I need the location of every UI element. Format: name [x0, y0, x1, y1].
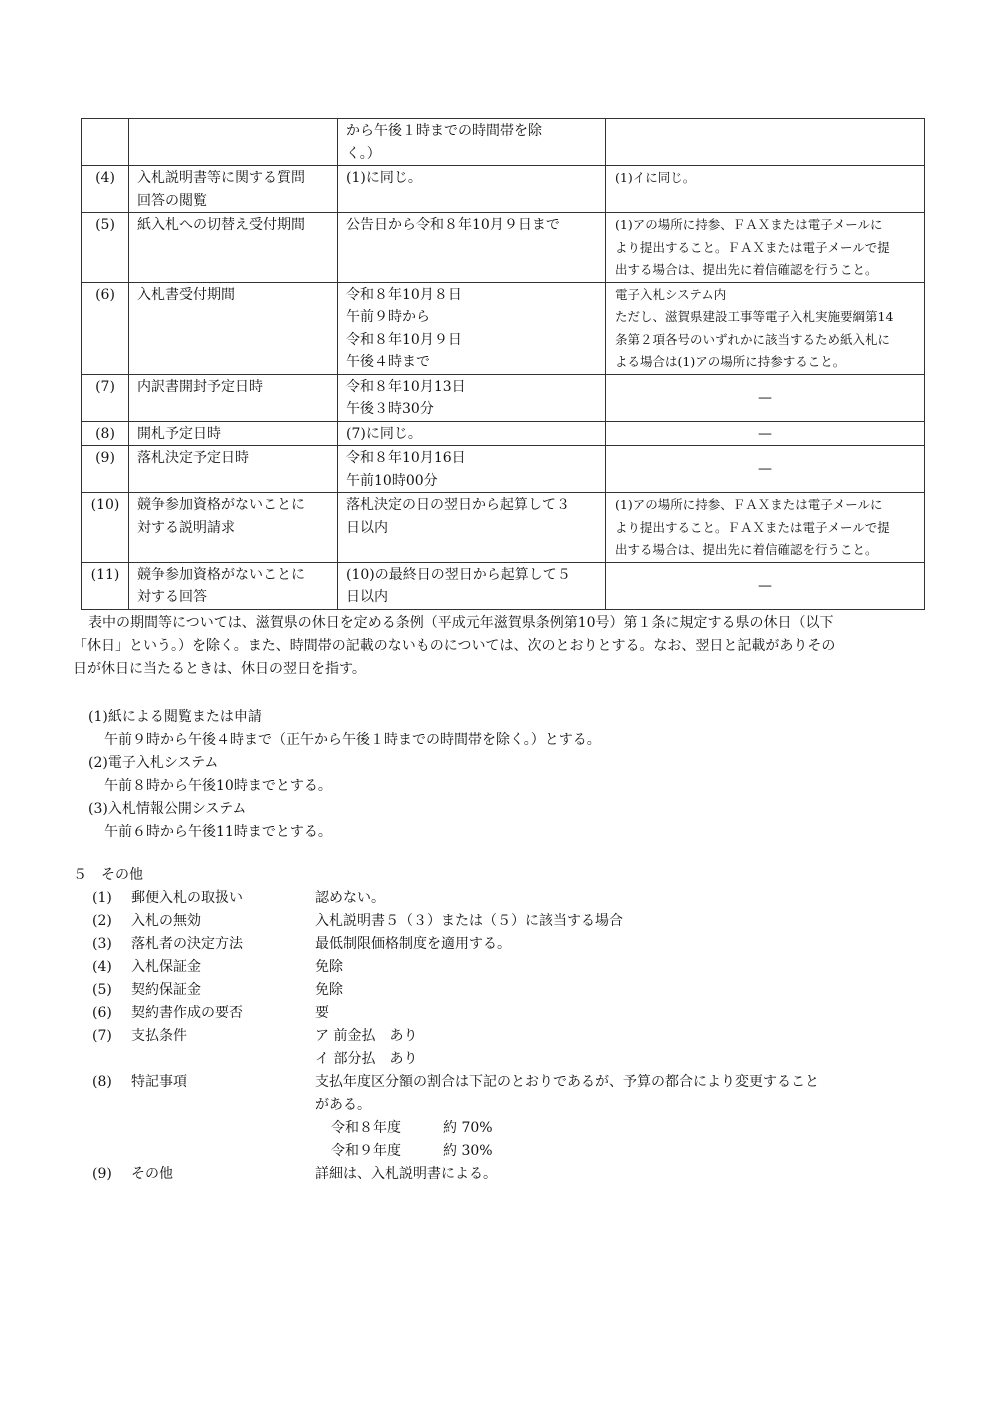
item-value: 要: [315, 1005, 329, 1021]
item-cell: [129, 446, 338, 493]
place-cell: [606, 119, 925, 166]
item-value: 免除: [315, 982, 343, 998]
item-number: (8): [92, 1074, 112, 1090]
schedule-row: [82, 119, 925, 166]
period-cell-line: 日以内: [346, 589, 388, 605]
item-number: (5): [92, 982, 112, 998]
item-value: 認めない。: [315, 890, 385, 906]
item-cell-line: 内訳書開封予定日時: [137, 378, 263, 395]
item-number: (7): [92, 1028, 112, 1044]
item-label: 契約書作成の要否: [131, 1005, 243, 1021]
place-cell: [606, 282, 925, 374]
item-number: (4): [92, 959, 112, 975]
period-cell-line: 公告日から令和８年10月９日まで: [346, 217, 560, 233]
item-cell: [129, 421, 338, 446]
item-label: 入札保証金: [131, 959, 201, 975]
item-cell: [129, 374, 338, 421]
item-number: (9): [92, 1166, 112, 1182]
period-cell-line: 令和８年10月16日: [346, 450, 466, 466]
item-label: その他: [131, 1166, 173, 1182]
schedule-row: [82, 421, 925, 446]
schedule-note: [73, 612, 933, 681]
row-number: (5): [82, 213, 129, 283]
schedule-row: [82, 446, 925, 493]
item-cell: [129, 119, 338, 166]
schedule-row: [82, 562, 925, 609]
business-hours-list: [88, 706, 888, 844]
schedule-row: [82, 493, 925, 563]
item-cell-line: 競争参加資格がないことに: [137, 497, 305, 513]
item-label: 落札者の決定方法: [131, 936, 243, 952]
schedule-table-body: [82, 119, 925, 610]
place-cell: [606, 421, 925, 446]
place-cell-line: よる場合は(1)アの場所に持参すること。: [615, 354, 846, 369]
period-cell-line: 午前９時から: [346, 309, 430, 325]
period-cell-line: (1)に同じ。: [346, 170, 422, 186]
item-label: 入札の無効: [131, 913, 201, 929]
place-cell-line: —: [758, 577, 772, 594]
schedule-row: [82, 282, 925, 374]
period-cell: [338, 421, 606, 446]
hours-item-desc: 午前９時から午後４時まで（正午から午後１時までの時間帯を除く。）とする。: [104, 732, 601, 748]
period-cell-line: 午前10時00分: [346, 472, 438, 489]
row-number: (6): [82, 282, 129, 374]
place-cell-line: 電子入札システム内: [615, 286, 727, 302]
other-item-row: [73, 910, 933, 933]
place-cell-line: より提出すること。ＦＡＸまたは電子メールで提: [615, 239, 890, 255]
place-cell-line: 出する場合は、提出先に着信確認を行うこと。: [615, 542, 878, 557]
other-item-row-special: [73, 1071, 933, 1163]
period-cell-line: (10)の最終日の翌日から起算して５: [346, 566, 571, 583]
item-label: 特記事項: [131, 1074, 187, 1090]
hours-item-desc: 午前８時から午後10時までとする。: [104, 778, 332, 794]
place-cell-line: (1)アの場所に持参、ＦＡＸまたは電子メールに: [615, 217, 883, 232]
other-item-row: [73, 1163, 933, 1186]
item-value: 最低制限価格制度を適用する。: [315, 936, 511, 952]
row-number: (11): [82, 562, 129, 609]
item-cell-line: 入札書受付期間: [137, 286, 235, 303]
place-cell-line: (1)イに同じ。: [615, 170, 696, 185]
ratio-year: 令和９年度: [331, 1143, 401, 1159]
item-cell: [129, 166, 338, 213]
period-cell-line: (7)に同じ。: [346, 425, 422, 442]
ratio-pct: 約 30%: [443, 1143, 493, 1159]
period-cell: [338, 493, 606, 563]
period-cell-line: 日以内: [346, 519, 388, 536]
ratio-line: [331, 1140, 933, 1163]
item-cell: [129, 562, 338, 609]
period-cell-line: 令和８年10月13日: [346, 378, 466, 395]
period-cell: [338, 166, 606, 213]
period-cell-line: 令和８年10月９日: [346, 331, 462, 348]
item-number: (1): [92, 890, 112, 906]
ratio-pct: 約 70%: [443, 1120, 493, 1136]
period-cell: [338, 446, 606, 493]
item-value: 入札説明書５（３）または（５）に該当する場合: [315, 913, 623, 929]
item-number: (2): [92, 913, 112, 929]
schedule-row: [82, 213, 925, 283]
section-5-title: ５ その他: [73, 867, 143, 883]
item-cell: [129, 282, 338, 374]
ratio-line: [331, 1117, 933, 1140]
payment-line-2: イ 部分払 あり: [315, 1051, 418, 1067]
note-line-1: 表中の期間等については、滋賀県の休日を定める条例（平成元年滋賀県条例第10号）第１条に規定する県の休日（以下: [88, 615, 834, 631]
row-number: (7): [82, 374, 129, 421]
row-number: (4): [82, 166, 129, 213]
schedule-row: [82, 166, 925, 213]
item-number: (6): [92, 1005, 112, 1021]
other-item-row: [73, 1002, 933, 1025]
row-number: (8): [82, 421, 129, 446]
hours-item-desc: 午前６時から午後11時までとする。: [104, 824, 332, 840]
section-5-other: [73, 864, 933, 1186]
row-number: [82, 119, 129, 166]
hours-item-title: (1)紙による閲覧または申請: [88, 709, 262, 725]
note-line-2: 「休日」という。）を除く。また、時間帯の記載のないものについては、次のとおりとする。なお、翌日と記載がありその: [73, 638, 836, 654]
period-cell-line: 午後４時まで: [346, 354, 430, 370]
hours-item-title: (3)入札情報公開システム: [88, 801, 247, 817]
item-cell-line: 回答の閲覧: [137, 192, 207, 209]
note-line-3: 日が休日に当たるときは、休日の翌日を指す。: [73, 661, 366, 677]
place-cell-line: 条第２項各号のいずれかに該当するため紙入札に: [615, 331, 891, 347]
item-cell-line: 開札予定日時: [137, 425, 221, 442]
special-line-2: がある。: [315, 1097, 371, 1113]
place-cell: [606, 446, 925, 493]
period-cell: [338, 213, 606, 283]
item-number: (3): [92, 936, 112, 952]
place-cell-line: より提出すること。ＦＡＸまたは電子メールで提: [615, 519, 890, 535]
place-cell: [606, 166, 925, 213]
place-cell-line: —: [758, 461, 772, 478]
item-label: 郵便入札の取扱い: [131, 890, 243, 906]
period-cell-line: 落札決定の日の翌日から起算して３: [346, 497, 570, 513]
other-item-row-payment: [73, 1025, 933, 1071]
item-value: 支払年度区分額の割合は下記のとおりであるが、予算の都合により変更すること: [315, 1074, 819, 1090]
period-cell: [338, 282, 606, 374]
item-cell-line: 競争参加資格がないことに: [137, 566, 305, 583]
other-item-row: [73, 887, 933, 910]
place-cell: [606, 374, 925, 421]
period-cell-line: 午後３時30分: [346, 401, 434, 417]
place-cell-line: (1)アの場所に持参、ＦＡＸまたは電子メールに: [615, 497, 883, 512]
place-cell-line: —: [758, 425, 772, 442]
period-cell: [338, 119, 606, 166]
item-label: 支払条件: [131, 1028, 187, 1044]
item-cell-line: 対する回答: [137, 589, 207, 605]
item-cell: [129, 213, 338, 283]
other-item-row: [73, 979, 933, 1002]
place-cell: [606, 562, 925, 609]
other-item-row: [73, 933, 933, 956]
row-number: (10): [82, 493, 129, 563]
period-cell: [338, 374, 606, 421]
item-cell: [129, 493, 338, 563]
item-label: 契約保証金: [131, 982, 201, 998]
place-cell: [606, 493, 925, 563]
schedule-row: [82, 374, 925, 421]
period-cell-line: から午後１時までの時間帯を除: [346, 123, 542, 139]
period-cell-line: く。）: [346, 145, 381, 162]
item-value: 詳細は、入札説明書による。: [315, 1166, 497, 1182]
hours-item-title: (2)電子入札システム: [88, 755, 219, 771]
item-cell-line: 入札説明書等に関する質問: [137, 170, 305, 186]
item-value: ア 前金払 あり: [315, 1028, 418, 1044]
place-cell-line: 出する場合は、提出先に着信確認を行うこと。: [615, 262, 878, 277]
item-cell-line: 紙入札への切替え受付期間: [137, 217, 305, 233]
row-number: (9): [82, 446, 129, 493]
schedule-table: [81, 118, 925, 610]
place-cell-line: —: [758, 389, 772, 406]
other-item-row: [73, 956, 933, 979]
place-cell-line: ただし、滋賀県建設工事等電子入札実施要綱第14: [615, 309, 894, 324]
period-cell-line: 令和８年10月８日: [346, 286, 462, 303]
ratio-year: 令和８年度: [331, 1120, 401, 1136]
period-cell: [338, 562, 606, 609]
item-value: 免除: [315, 959, 343, 975]
item-cell-line: 対する説明請求: [137, 519, 235, 536]
item-cell-line: 落札決定予定日時: [137, 450, 249, 466]
place-cell: [606, 213, 925, 283]
